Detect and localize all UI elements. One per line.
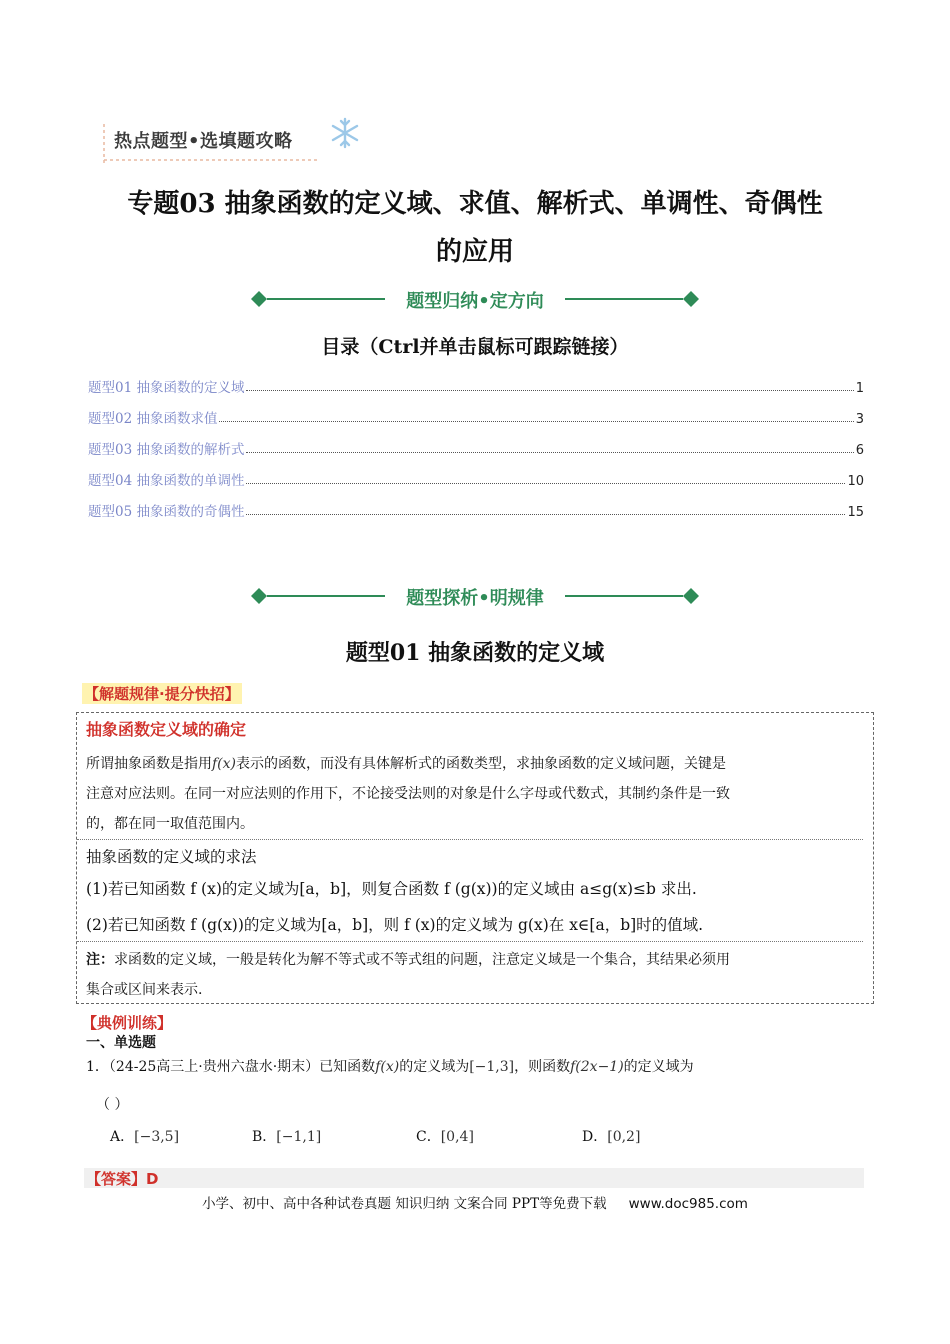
toc-item[interactable]: [88, 467, 864, 489]
method-2: (2)若已知函数 f (g(x))的定义域为[a，b]，则 f (x)的定义域为 g(x)在 x∈[a，b]时的值域.: [86, 916, 704, 934]
training-tag: 【典例训练】: [82, 1014, 173, 1032]
method-heading: 抽象函数的定义域的求法: [86, 848, 257, 866]
snowflake-icon: [328, 116, 362, 150]
option-d[interactable]: [582, 1126, 640, 1146]
toc-title: 目录（Ctrl并单击鼠标可跟踪链接）: [321, 336, 629, 358]
note-line-1: [86, 945, 864, 975]
toc-item-label[interactable]: 题型02 抽象函数求值: [88, 411, 218, 427]
footer-url[interactable]: www.doc985.com: [628, 1196, 748, 1212]
rule-tag: 【解题规律·提分快招】: [84, 685, 240, 703]
option-a[interactable]: [110, 1126, 179, 1146]
question-type: 一、单选题: [86, 1035, 156, 1051]
question-part-d: 的定义域为: [623, 1059, 694, 1075]
answer-text: 【答案】D: [86, 1170, 159, 1188]
section-title: 题型01 抽象函数的定义域: [345, 640, 605, 666]
note-line-2: 集合或区间来表示.: [86, 982, 203, 998]
question-number: 1．: [86, 1059, 109, 1075]
toc-item-label[interactable]: 题型05 抽象函数的奇偶性: [88, 504, 245, 520]
page-title-line1: 专题03 抽象函数的定义域、求值、解析式、单调性、奇偶性: [127, 189, 823, 219]
answer-bar: [84, 1168, 864, 1188]
toc-leader: [246, 483, 845, 484]
toc-item-label[interactable]: 题型03 抽象函数的解析式: [88, 442, 245, 458]
toc-item-label[interactable]: 题型04 抽象函数的单调性: [88, 473, 245, 489]
intro-line-2: 注意对应法则。在同一对应法则的作用下，不论接受法则的对象是什么字母或代数式，其制约条件是一致: [86, 786, 730, 802]
box-separator: [77, 941, 863, 942]
intro-line-1: [86, 749, 864, 779]
divider-label-1: 题型归纳•定方向: [406, 291, 544, 312]
page-title: [60, 180, 890, 276]
question-interval: [−1,3]: [469, 1059, 515, 1075]
intro-paragraph: [86, 749, 864, 839]
option-b[interactable]: [252, 1126, 321, 1146]
question-part-b: 的定义域为: [399, 1059, 470, 1075]
footer-text: 小学、初中、高中各种试卷真题 知识归纳 文案合同 PPT等免费下载: [202, 1196, 607, 1212]
option-value: [−1,1]: [276, 1129, 322, 1145]
toc-leader: [246, 390, 853, 391]
note-text-1: 求函数的定义域，一般是转化为解不等式或不等式组的问题，注意定义域是一个集合，其结果必须用: [114, 952, 730, 968]
note-paragraph: [86, 945, 864, 1005]
question-part-a: （24-25高三上·贵州六盘水·期末）已知函数: [108, 1059, 376, 1075]
toc-item[interactable]: [88, 374, 864, 396]
question-fx: f(x): [375, 1059, 400, 1075]
page-title-line2: 的应用: [435, 237, 514, 267]
question-text: [86, 1056, 694, 1076]
option-value: [0,2]: [607, 1129, 641, 1145]
answer-parentheses: （ ）: [96, 1097, 129, 1113]
toc-item-page[interactable]: 1: [855, 381, 864, 396]
toc-leader: [246, 452, 853, 453]
toc-item-page[interactable]: 6: [855, 443, 864, 458]
option-key: C．: [416, 1129, 441, 1145]
header-banner-text: 热点题型•选填题攻略: [114, 131, 293, 152]
intro-text-b: 表示的函数，而没有具体解析式的函数类型，求抽象函数的定义域问题，关键是: [236, 756, 727, 772]
toc-item-page[interactable]: 10: [847, 474, 864, 489]
option-value: [0,4]: [440, 1129, 474, 1145]
toc-leader: [246, 514, 845, 515]
option-key: D．: [582, 1129, 608, 1145]
question-part-c: ，则函数: [514, 1059, 571, 1075]
intro-text-a: 所谓抽象函数是指用: [86, 756, 212, 772]
option-value: [−3,5]: [134, 1129, 180, 1145]
rule-box-heading: 抽象函数定义域的确定: [86, 720, 247, 739]
note-label: 注：: [86, 952, 114, 968]
toc-item-label[interactable]: 题型01 抽象函数的定义域: [88, 380, 245, 396]
toc-item-page[interactable]: 3: [855, 412, 864, 427]
option-key: B．: [252, 1129, 277, 1145]
toc-item[interactable]: [88, 436, 864, 458]
question-f2: f(2x−1): [570, 1059, 624, 1075]
option-key: A．: [110, 1129, 135, 1145]
box-separator: [77, 839, 863, 840]
intro-fx: f(x): [212, 756, 237, 772]
toc-leader: [219, 421, 853, 422]
page-footer: [60, 1192, 890, 1212]
method-1: (1)若已知函数 f (x)的定义域为[a，b]，则复合函数 f (g(x))的定义域由 a≤g(x)≤b 求出.: [86, 880, 697, 898]
toc-item[interactable]: [88, 498, 864, 520]
option-c[interactable]: [416, 1126, 474, 1146]
divider-label-2: 题型探析•明规律: [406, 588, 544, 609]
toc-item[interactable]: [88, 405, 864, 427]
toc-item-page[interactable]: 15: [847, 505, 864, 520]
intro-line-3: 的，都在同一取值范围内。: [86, 816, 254, 832]
